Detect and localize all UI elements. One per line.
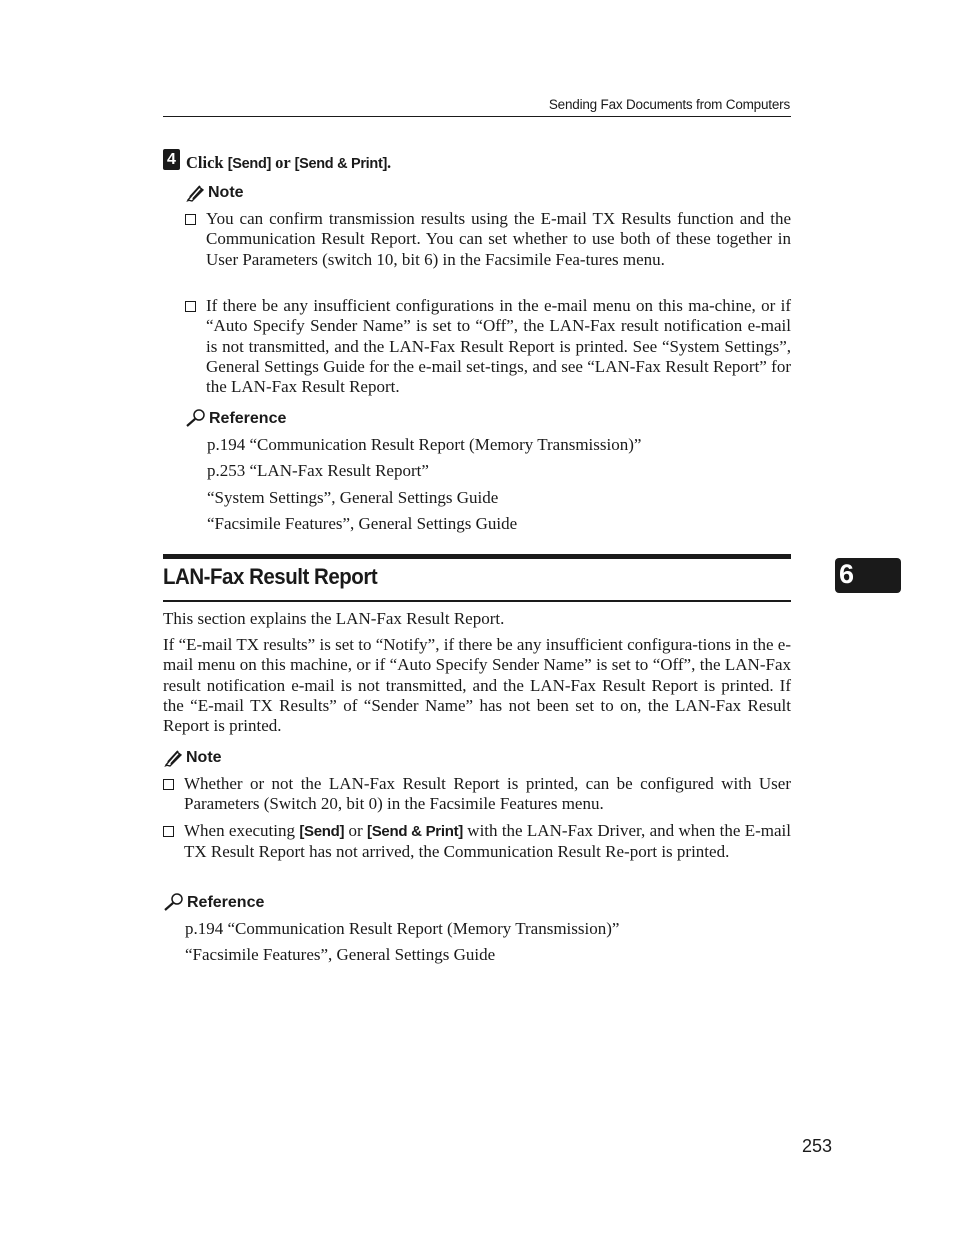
section-rule (163, 600, 791, 602)
note-item-text (184, 821, 791, 863)
step-click-word: Click (186, 153, 224, 172)
magnifier-icon (185, 409, 206, 428)
send-key-label: [Send] (299, 823, 345, 840)
checkbox-bullet-icon (163, 826, 175, 863)
step-number-badge: 4 (163, 149, 180, 170)
page-number: 253 (802, 1136, 833, 1156)
pencil-icon (163, 749, 183, 767)
reference-link[interactable]: p.194 “Communication Result Report (Memory Transmission)” (185, 919, 620, 938)
magnifier-icon (163, 893, 184, 912)
step-instruction (186, 153, 391, 173)
note-heading (185, 184, 244, 202)
reference-label: Reference (209, 409, 287, 427)
reference-link[interactable]: “Facsimile Features”, General Settings Guide (185, 945, 496, 964)
reference-link[interactable]: p.253 “LAN-Fax Result Report” (207, 461, 429, 480)
note-text-part: or (344, 821, 368, 840)
pencil-icon (185, 184, 205, 202)
checkbox-bullet-icon (185, 214, 197, 270)
section-body: If “E-mail TX results” is set to “Notify”, if there be any insufficient configura-tions in the e-mail menu on this machine, or if “Auto Specify Sender Name” is set to “Off”, the LAN-Fax result notification e-mail is not transmitted, and the LAN-Fax Result Report is printed. If the “E-mail TX Results” of “Sender Name” has not been set to on, the LAN-Fax Result Report is printed. (163, 635, 791, 736)
reference-label: Reference (187, 893, 265, 911)
step-period: . (387, 153, 392, 172)
note-text-part: with the LAN-Fax Driver, and when the E-mail TX Result Report has not arrived, the Communication Result Re-port is printed. (184, 821, 791, 862)
send-key-label: [Send] (227, 156, 272, 172)
send-print-key-label: [Send & Print] (294, 156, 388, 172)
section-bar (163, 554, 791, 559)
running-header: Sending Fax Documents from Computers (548, 97, 790, 112)
reference-link[interactable]: p.194 “Communication Result Report (Memory Transmission)” (207, 435, 642, 454)
chapter-number: 6 (839, 559, 855, 589)
reference-heading (163, 893, 264, 912)
note-text-part: When executing (184, 821, 300, 840)
checkbox-bullet-icon (185, 301, 197, 397)
reference-link[interactable]: “Facsimile Features”, General Settings Guide (207, 514, 518, 533)
note-item-text: Whether or not the LAN-Fax Result Report is printed, can be configured with User Parameters (Switch 20, bit 0) in the Facsimile Features menu. (184, 774, 791, 814)
checkbox-bullet-icon (163, 779, 175, 815)
note-label: Note (208, 184, 244, 201)
header-rule (163, 116, 791, 117)
chapter-tab (835, 558, 901, 593)
note-item (163, 774, 791, 815)
reference-link[interactable]: “System Settings”, General Settings Guide (207, 488, 499, 507)
step-4 (163, 146, 391, 173)
reference-heading (185, 409, 286, 428)
note-item-text: You can confirm transmission results using the E-mail TX Results function and the Communication Result Report. You can set whether to use both of these together in User Parameters (switch 10, bit 6) in the Facsimile Fea-tures menu. (206, 209, 791, 269)
note-heading (163, 749, 222, 767)
note-label: Note (186, 749, 222, 766)
note-item (185, 296, 791, 397)
section-title: LAN-Fax Result Report (163, 564, 378, 589)
step-or-word: or (275, 153, 291, 172)
note-item-text: If there be any insufficient configurations in the e-mail menu on this ma-chine, or if “Auto Specify Sender Name” is set to “Off”, the LAN-Fax result notification e-mail is not transmitted, and the LAN-Fax Result Report is printed. See “System Settings”, General Settings Guide for the e-mail set-tings, and see “LAN-Fax Result Report” for the LAN-Fax Result Report. (206, 296, 791, 397)
section-intro: This section explains the LAN-Fax Result Report. (163, 609, 505, 628)
note-item (185, 209, 791, 270)
note-item (163, 821, 791, 863)
send-print-key-label: [Send & Print] (367, 823, 463, 840)
